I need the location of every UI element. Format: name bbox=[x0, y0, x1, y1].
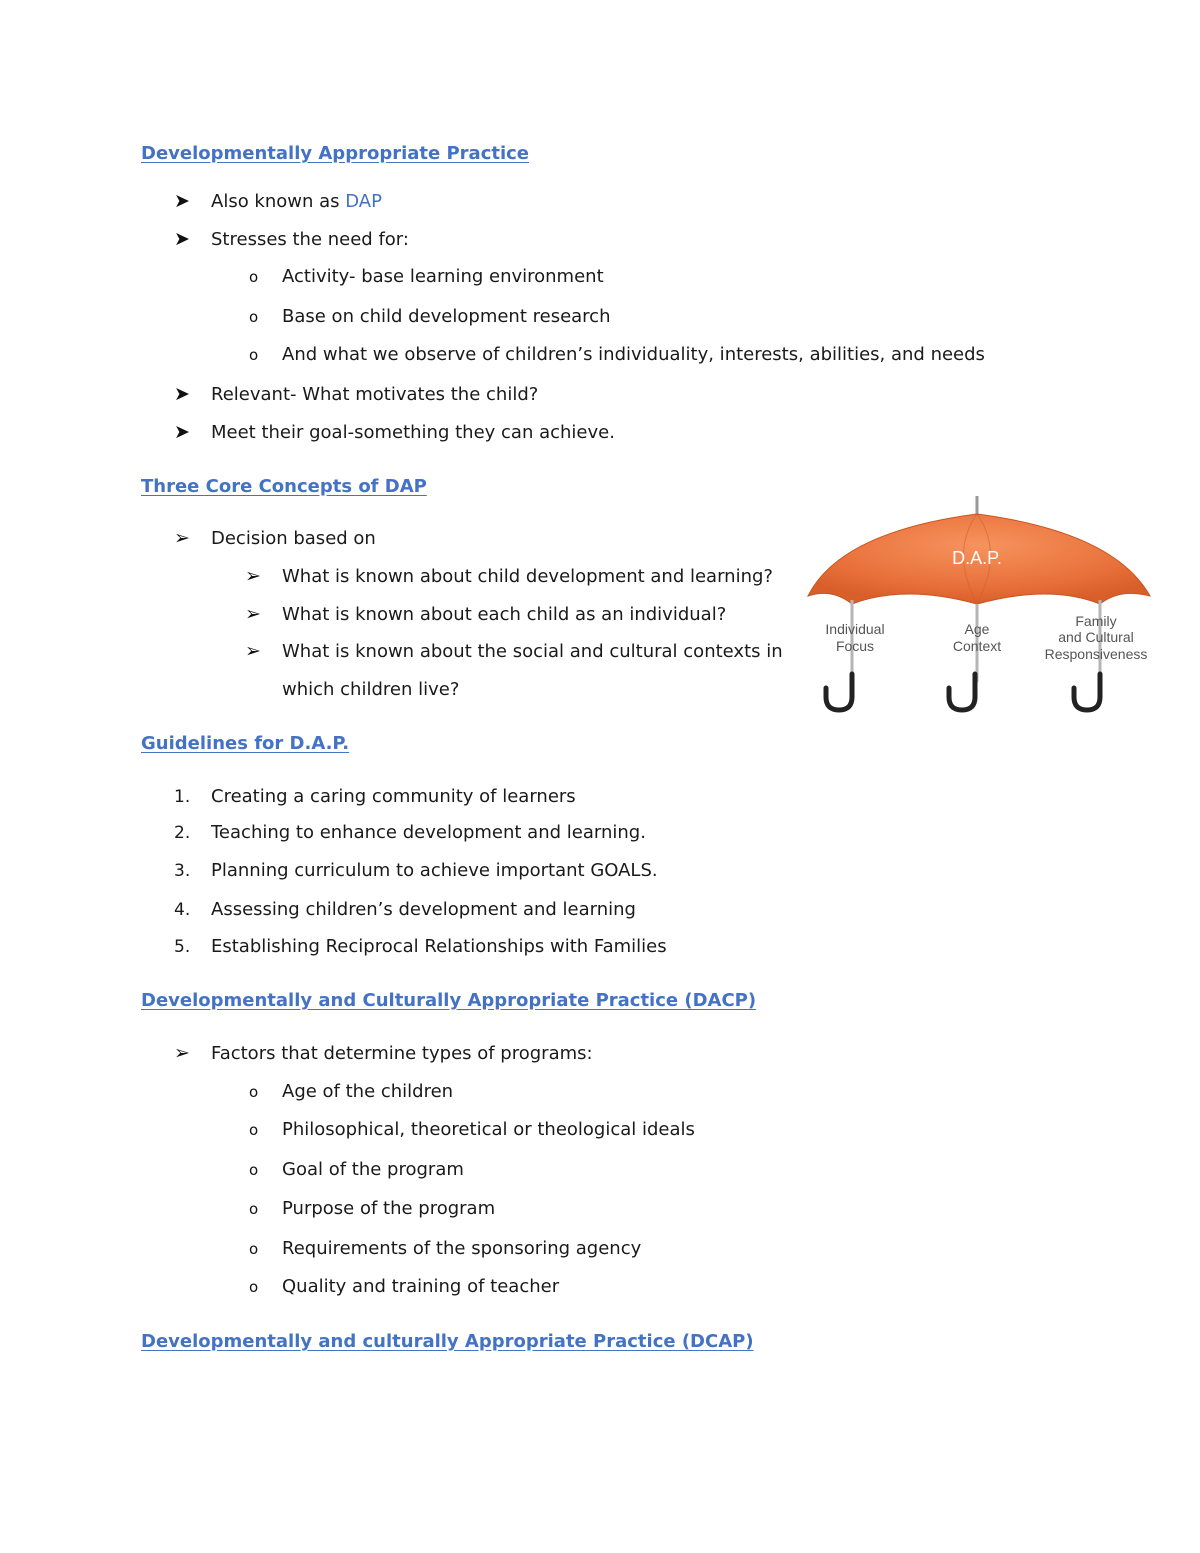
aka-line bbox=[211, 191, 382, 212]
circle-bullet-icon: o bbox=[249, 1083, 259, 1101]
arrow-bullet-icon: ➤ bbox=[174, 383, 190, 405]
guideline-item: Assessing children’s development and learning bbox=[211, 899, 636, 920]
list-number: 2. bbox=[174, 823, 191, 843]
arrow-bullet-icon: ➤ bbox=[174, 228, 190, 250]
guideline-item: Establishing Reciprocal Relationships with Families bbox=[211, 936, 667, 957]
circle-bullet-icon: o bbox=[249, 346, 259, 364]
heading-dcap[interactable]: Developmentally and culturally Appropriate Practice (DCAP) bbox=[141, 1331, 754, 1352]
guideline-item: Creating a caring community of learners bbox=[211, 786, 576, 807]
circle-bullet-icon: o bbox=[249, 1200, 259, 1218]
list-number: 3. bbox=[174, 861, 191, 881]
core-item: What is known about child development and learning? bbox=[282, 566, 773, 587]
umbrella-label: Family bbox=[1075, 613, 1117, 629]
factor-item: Philosophical, theoretical or theological ideals bbox=[282, 1119, 695, 1140]
arrow-bullet-icon: ➤ bbox=[174, 190, 190, 212]
heading-dacp[interactable]: Developmentally and Culturally Appropriate Practice (DACP) bbox=[141, 990, 757, 1011]
core-item-continuation: which children live? bbox=[282, 679, 460, 700]
sub-item: Activity- base learning environment bbox=[282, 266, 604, 287]
aka-acronym: DAP bbox=[345, 191, 382, 212]
arrow-bullet-icon: ➢ bbox=[174, 1042, 190, 1064]
guideline-item: Teaching to enhance development and learning. bbox=[211, 822, 646, 843]
list-number: 4. bbox=[174, 900, 191, 920]
factor-item: Quality and training of teacher bbox=[282, 1276, 560, 1297]
core-item: What is known about each child as an individual? bbox=[282, 604, 727, 625]
umbrella-handle-icon bbox=[1074, 674, 1100, 710]
circle-bullet-icon: o bbox=[249, 1161, 259, 1179]
factor-item: Requirements of the sponsoring agency bbox=[282, 1238, 642, 1259]
circle-bullet-icon: o bbox=[249, 1278, 259, 1296]
arrow-bullet-icon: ➢ bbox=[245, 640, 261, 662]
circle-bullet-icon: o bbox=[249, 308, 259, 326]
arrow-bullet-icon: ➤ bbox=[174, 421, 190, 443]
umbrella-label: Age bbox=[964, 621, 990, 637]
umbrella-handle-icon bbox=[826, 674, 852, 710]
aka-prefix: Also known as bbox=[211, 191, 346, 212]
stresses-line: Stresses the need for: bbox=[211, 229, 409, 250]
arrow-bullet-icon: ➢ bbox=[245, 603, 261, 625]
goal-line: Meet their goal-something they can achieve. bbox=[211, 422, 615, 443]
umbrella-illustration bbox=[800, 492, 1160, 717]
factor-item: Purpose of the program bbox=[282, 1198, 496, 1219]
arrow-bullet-icon: ➢ bbox=[174, 527, 190, 549]
umbrella-label: Context bbox=[952, 638, 1002, 654]
guideline-item: Planning curriculum to achieve important GOALS. bbox=[211, 860, 658, 881]
heading-guidelines[interactable]: Guidelines for D.A.P. bbox=[141, 733, 350, 754]
list-number: 1. bbox=[174, 787, 191, 807]
relevant-line: Relevant- What motivates the child? bbox=[211, 384, 539, 405]
factor-item: Age of the children bbox=[282, 1081, 454, 1102]
umbrella-handle-icon bbox=[949, 674, 975, 710]
core-item: What is known about the social and cultural contexts in bbox=[282, 641, 783, 662]
sub-item: And what we observe of children’s individuality, interests, abilities, and needs bbox=[282, 344, 985, 365]
factors-line: Factors that determine types of programs: bbox=[211, 1043, 593, 1064]
factor-item: Goal of the program bbox=[282, 1159, 464, 1180]
arrow-bullet-icon: ➢ bbox=[245, 565, 261, 587]
decision-line: Decision based on bbox=[211, 528, 376, 549]
circle-bullet-icon: o bbox=[249, 1240, 259, 1258]
umbrella-label: and Cultural bbox=[1058, 629, 1134, 645]
heading-core-concepts[interactable]: Three Core Concepts of DAP bbox=[141, 476, 427, 497]
circle-bullet-icon: o bbox=[249, 268, 259, 286]
list-number: 5. bbox=[174, 937, 191, 957]
umbrella-label: Focus bbox=[835, 638, 875, 654]
sub-item: Base on child development research bbox=[282, 306, 611, 327]
heading-dap[interactable]: Developmentally Appropriate Practice bbox=[141, 143, 530, 164]
umbrella-label: Individual bbox=[825, 621, 885, 637]
circle-bullet-icon: o bbox=[249, 1121, 259, 1139]
umbrella-title: D.A.P. bbox=[952, 548, 1002, 568]
umbrella-label: Responsiveness bbox=[1044, 646, 1148, 662]
